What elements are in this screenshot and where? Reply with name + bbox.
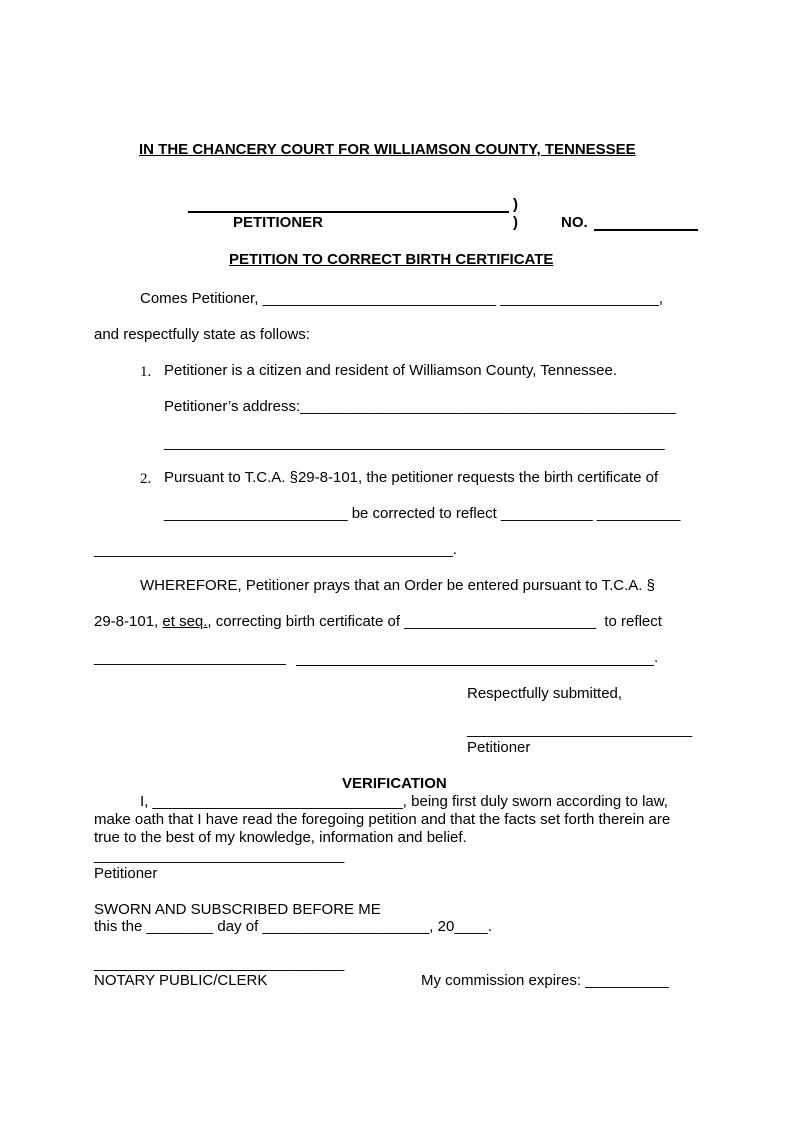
address-blank-2[interactable]: ____________________________________________________________ bbox=[164, 434, 665, 451]
intro-prefix: Comes Petitioner, bbox=[140, 290, 263, 307]
affiant-name-blank[interactable]: ______________________________ bbox=[152, 793, 403, 810]
wherefore-line-2 bbox=[94, 613, 662, 630]
case-number-line[interactable] bbox=[594, 229, 698, 231]
wherefore-line-3-blank[interactable]: _______________________ bbox=[94, 649, 286, 666]
notary-signature-blank[interactable]: ______________________________ bbox=[94, 955, 345, 972]
item-2-line-2 bbox=[164, 505, 680, 522]
sworn-line-2[interactable]: this the ________ day of ____________________, 20____. bbox=[94, 918, 492, 935]
wherefore-correcting: , correcting birth certificate of bbox=[207, 613, 405, 630]
caption-paren-1: ) bbox=[513, 196, 518, 213]
case-number-label: NO. bbox=[561, 214, 588, 231]
intro-line-2: and respectfully state as follows: bbox=[94, 326, 310, 343]
verification-signature-blank[interactable]: ______________________________ bbox=[94, 847, 345, 864]
wherefore-period: . bbox=[654, 649, 659, 666]
wherefore-reflect-line[interactable] bbox=[296, 665, 654, 666]
item-2-mid-text: be corrected to reflect bbox=[347, 505, 501, 522]
intro-line-1 bbox=[140, 290, 663, 307]
petitioner-caption-label: PETITIONER bbox=[233, 214, 324, 231]
address-line bbox=[164, 398, 676, 415]
sworn-line-1: SWORN AND SUBSCRIBED BEFORE ME bbox=[94, 901, 381, 918]
item-2-number: 2. bbox=[140, 471, 152, 487]
verification-heading: VERIFICATION bbox=[342, 775, 447, 792]
petitioner-name-line[interactable] bbox=[188, 211, 509, 213]
wherefore-statute: 29-8-101, bbox=[94, 613, 163, 630]
item-2-line-3 bbox=[94, 541, 457, 558]
petitioner-signature-blank[interactable]: ___________________________ bbox=[467, 721, 693, 738]
item-1-text: Petitioner is a citizen and resident of Williamson County, Tennessee. bbox=[164, 362, 618, 379]
address-label: Petitioner’s address: bbox=[164, 398, 301, 415]
wherefore-name-blank[interactable]: _______________________ bbox=[404, 613, 597, 630]
intro-name-blank-2[interactable]: _____ ___________________, bbox=[454, 290, 663, 307]
correction-blank-2[interactable]: ___________________________ bbox=[94, 541, 320, 558]
verification-sworn: , being first duly sworn according to law, bbox=[402, 793, 668, 810]
commission-expires[interactable]: My commission expires: __________ bbox=[421, 972, 669, 989]
petitioner-signer-label: Petitioner bbox=[467, 739, 531, 756]
court-heading: IN THE CHANCERY COURT FOR WILLIAMSON COUNTY, TENNESSEE bbox=[139, 141, 636, 158]
verification-line-2: make oath that I have read the foregoing petition and that the facts set forth therein are bbox=[94, 811, 671, 828]
item-1-number: 1. bbox=[140, 364, 152, 380]
intro-name-blank[interactable]: _______________________ bbox=[262, 290, 455, 307]
wherefore-to-reflect: to reflect bbox=[596, 613, 662, 630]
verification-line-1 bbox=[140, 793, 668, 810]
correction-blank-3[interactable]: ________________. bbox=[319, 541, 457, 558]
verification-petitioner-label: Petitioner bbox=[94, 865, 158, 882]
et-seq: et seq. bbox=[162, 613, 208, 630]
caption-paren-2: ) bbox=[513, 214, 518, 231]
verification-i: I, bbox=[140, 793, 153, 810]
verification-line-3: true to the best of my knowledge, information and belief. bbox=[94, 829, 467, 846]
closing-text: Respectfully submitted, bbox=[467, 685, 623, 702]
item-2-text: Pursuant to T.C.A. §29-8-101, the petitioner requests the birth certificate of bbox=[164, 469, 659, 486]
document-title: PETITION TO CORRECT BIRTH CERTIFICATE bbox=[229, 251, 554, 268]
address-blank[interactable]: _____________________________________________ bbox=[300, 398, 676, 415]
birth-cert-name-blank[interactable]: ______________________ bbox=[164, 505, 348, 522]
correction-blank[interactable]: ___________ __________ bbox=[500, 505, 681, 522]
wherefore-line-1: WHEREFORE, Petitioner prays that an Order be entered pursuant to T.C.A. § bbox=[140, 577, 655, 594]
notary-label: NOTARY PUBLIC/CLERK bbox=[94, 972, 268, 989]
